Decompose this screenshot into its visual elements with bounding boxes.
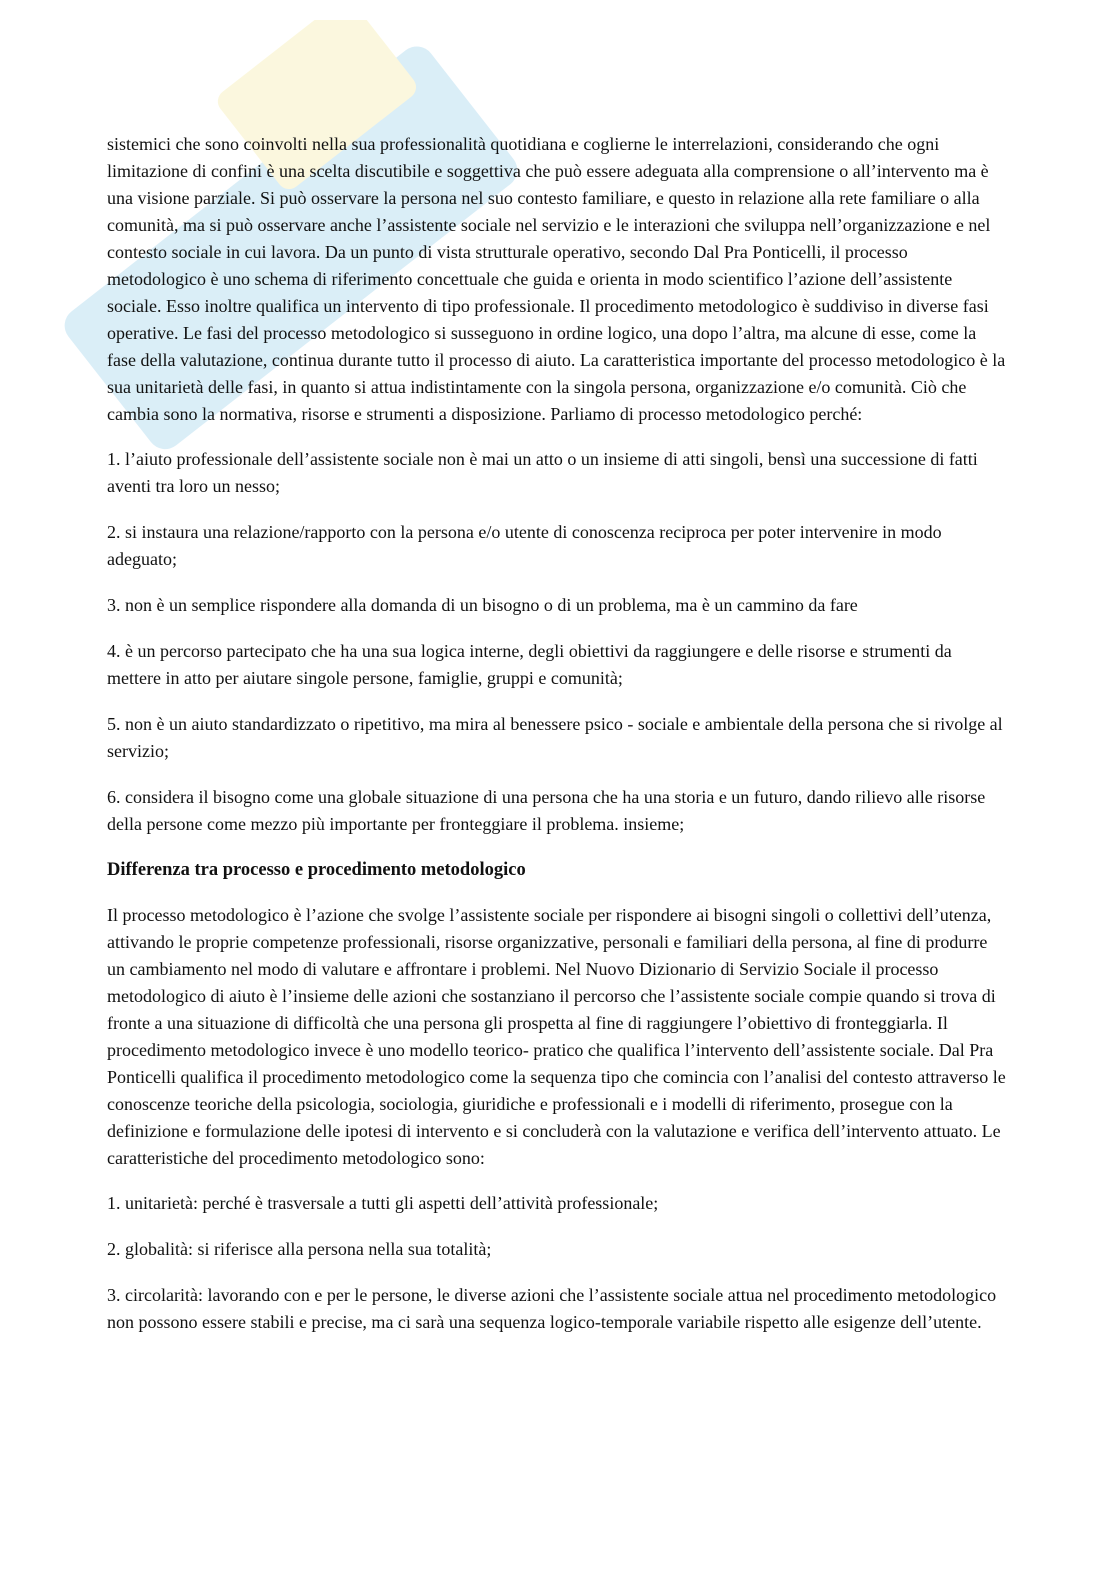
- document-page: [107, 131, 1007, 1355]
- reason-item-6: 6. considera il bisogno come una globale situazione di una persona che ha una storia e un futuro, dando rilievo alle risorse della persone come mezzo più importante per fronteggiare il problema. insieme;: [107, 787, 986, 834]
- reason-item-1: 1. l’aiuto professionale dell’assistente sociale non è mai un atto o un insieme di atti singoli, bensì una successione di fatti aventi tra loro un nesso;: [107, 449, 978, 496]
- section-paragraph: Il processo metodologico è l’azione che svolge l’assistente sociale per rispondere ai bisogni singoli o collettivi dell’utenza, attivando le proprie competenze professionali, risorse organizzative, personali e familiari della persona, al fine di produrre un cambiamento nel modo di valutare e affrontare i problemi. Nel Nuovo Dizionario di Servizio Sociale il processo metodologico di aiuto è l’insieme delle azioni che sostanziano il percorso che l’assistente sociale compie quando si trova di fronte a una situazione di difficoltà che una persona gli prospetta al fine di raggiungere l’obiettivo di fronteggiarla. Il procedimento metodologico invece è uno modello teorico- pratico che qualifica l’intervento dell’assistente sociale. Dal Pra Ponticelli qualifica il procedimento metodologico come la sequenza tipo che comincia con l’analisi del contesto attraverso le conoscenze teoriche della psicologia, sociologia, giuridiche e professionali e i modelli di riferimento, prosegue con la definizione e formulazione delle ipotesi di intervento e si concluderà con la valutazione e verifica dell’intervento attuato. Le caratteristiche del procedimento metodologico sono:: [107, 905, 1006, 1168]
- characteristic-item-3: 3. circolarità: lavorando con e per le persone, le diverse azioni che l’assistente sociale attua nel procedimento metodologico non possono essere stabili e precise, ma ci sarà una sequenza logico-temporale variabile rispetto alle esigenze dell’utente.: [107, 1285, 997, 1332]
- reason-item-4: 4. è un percorso partecipato che ha una sua logica interne, degli obiettivi da raggiungere e delle risorse e strumenti da mettere in atto per aiutare singole persone, famiglie, gruppi e comunità;: [107, 641, 952, 688]
- reason-item-2: 2. si instaura una relazione/rapporto con la persona e/o utente di conoscenza reciproca per poter intervenire in modo adeguato;: [107, 522, 942, 569]
- characteristic-item-1: 1. unitarietà: perché è trasversale a tutti gli aspetti dell’attività professionale;: [107, 1193, 659, 1213]
- reason-item-3: 3. non è un semplice rispondere alla domanda di un bisogno o di un problema, ma è un cammino da fare: [107, 595, 858, 615]
- section-heading: Differenza tra processo e procedimento metodologico: [107, 860, 526, 880]
- reason-item-5: 5. non è un aiuto standardizzato o ripetitivo, ma mira al benessere psico - sociale e ambientale della persona che si rivolge al servizio;: [107, 714, 1003, 761]
- intro-paragraph: sistemici che sono coinvolti nella sua professionalità quotidiana e coglierne le interrelazioni, considerando che ogni limitazione di confini è una scelta discutibile e soggettiva che può essere adeguata alla comprensione o all’intervento ma è una visione parziale. Si può osservare la persona nel suo contesto familiare, e questo in relazione alla rete familiare o alla comunità, ma si può osservare anche l’assistente sociale nel servizio e le interazioni che sviluppa nell’organizzazione e nel contesto sociale in cui lavora. Da un punto di vista strutturale operativo, secondo Dal Pra Ponticelli, il processo metodologico è uno schema di riferimento concettuale che guida e orienta in modo scientifico l’azione dell’assistente sociale. Esso inoltre qualifica un intervento di tipo professionale. Il procedimento metodologico è suddiviso in diverse fasi operative. Le fasi del processo metodologico si susseguono in ordine logico, una dopo l’altra, ma alcune di esse, come la fase della valutazione, continua durante tutto il processo di aiuto. La caratteristica importante del processo metodologico è la sua unitarietà delle fasi, in quanto si attua indistintamente con la singola persona, organizzazione e/o comunità. Ciò che cambia sono la normativa, risorse e strumenti a disposizione. Parliamo di processo metodologico perché:: [107, 134, 1006, 424]
- characteristic-item-2: 2. globalità: si riferisce alla persona nella sua totalità;: [107, 1239, 492, 1259]
